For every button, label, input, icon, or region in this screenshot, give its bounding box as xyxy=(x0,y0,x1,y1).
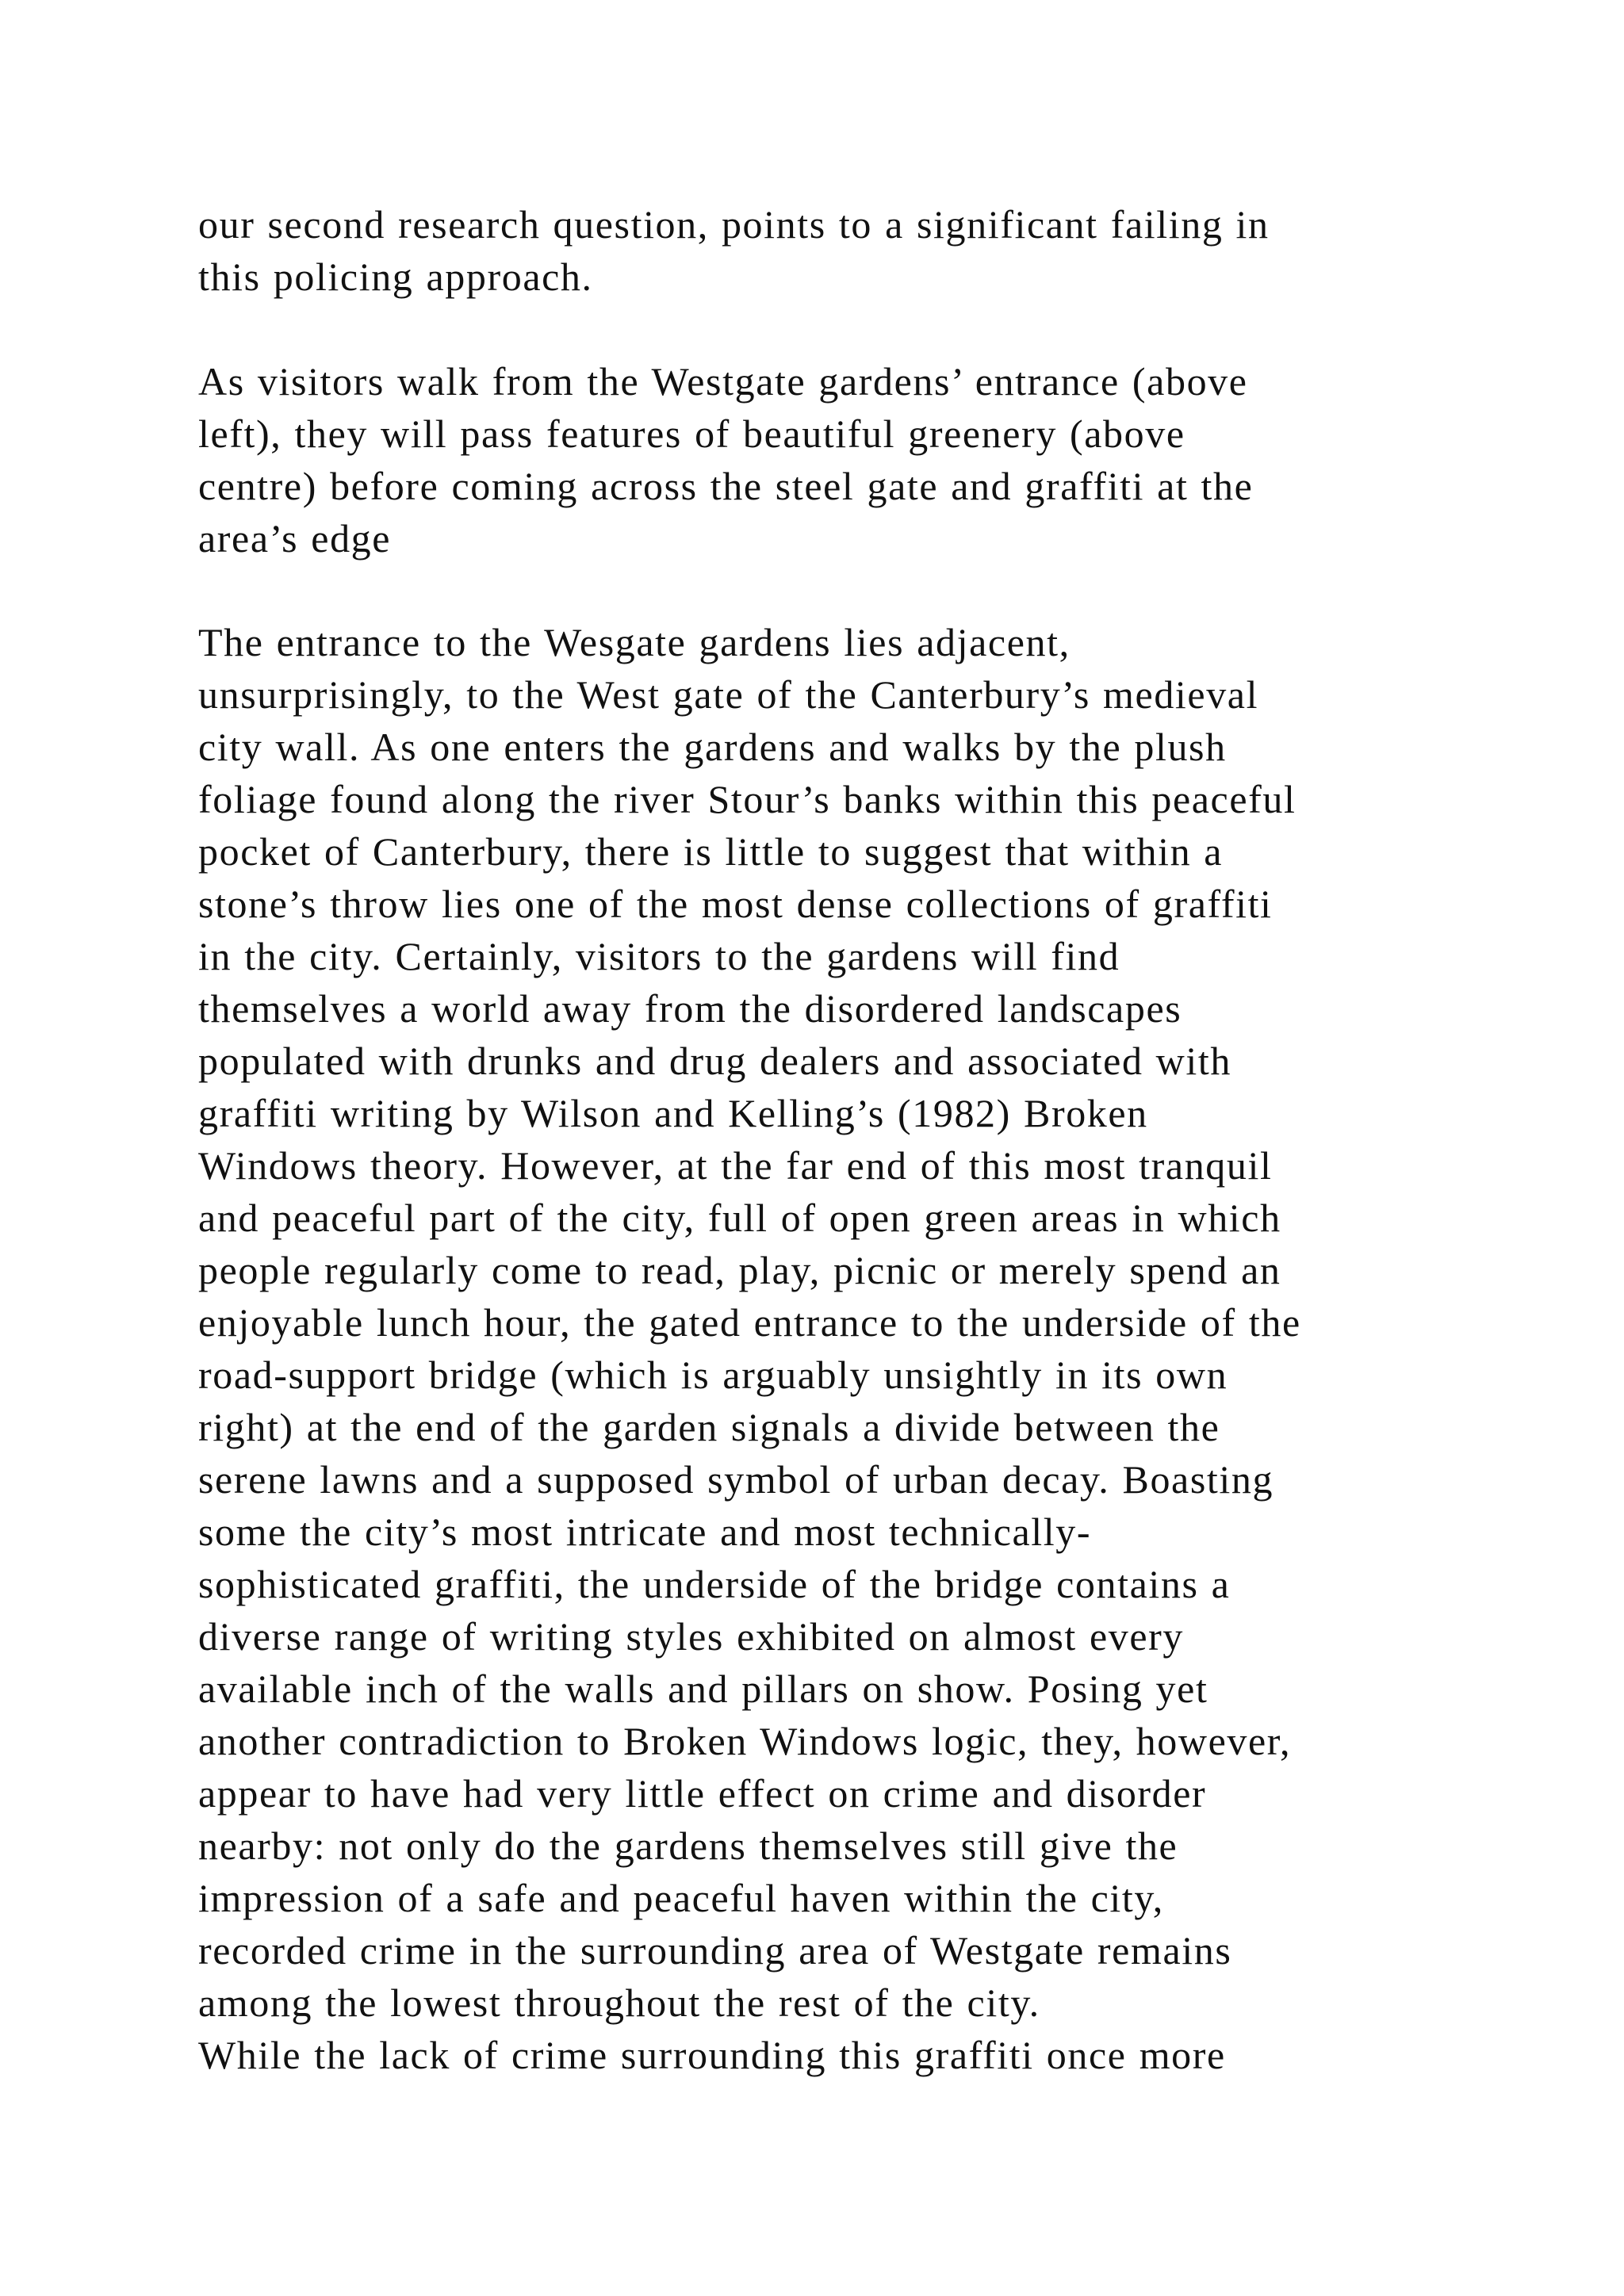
text-line: city wall. As one enters the gardens and walks by the plush xyxy=(198,725,1227,769)
paragraph-2 xyxy=(198,355,1467,564)
text-line: While the lack of crime surrounding this graffiti once more xyxy=(198,2033,1226,2077)
text-line: diverse range of writing styles exhibited on almost every xyxy=(198,1614,1185,1659)
text-line: themselves a world away from the disordered landscapes xyxy=(198,986,1182,1031)
text-line: among the lowest throughout the rest of the city. xyxy=(198,1980,1040,2025)
text-line: foliage found along the river Stour’s banks within this peaceful xyxy=(198,777,1297,821)
text-line: nearby: not only do the gardens themselves still give the xyxy=(198,1823,1178,1868)
text-line: pocket of Canterbury, there is little to suggest that within a xyxy=(198,829,1224,874)
text-line: right) at the end of the garden signals a divide between the xyxy=(198,1405,1220,1449)
text-line: another contradiction to Broken Windows logic, they, however, xyxy=(198,1719,1292,1763)
text-line: centre) before coming across the steel gate and graffiti at the xyxy=(198,464,1254,508)
text-line: stone’s throw lies one of the most dense collections of graffiti xyxy=(198,882,1273,926)
text-line: people regularly come to read, play, picnic or merely spend an xyxy=(198,1248,1281,1292)
text-line: graffiti writing by Wilson and Kelling’s (1982) Broken xyxy=(198,1091,1148,1135)
text-line: our second research question, points to a significant failing in xyxy=(198,202,1270,247)
text-line: sophisticated graffiti, the underside of the bridge contains a xyxy=(198,1562,1231,1606)
text-line: recorded crime in the surrounding area of Westgate remains xyxy=(198,1928,1232,1973)
text-line: some the city’s most intricate and most technically- xyxy=(198,1510,1092,1554)
text-line: area’s edge xyxy=(198,516,392,561)
text-line: unsurprisingly, to the West gate of the Canterbury’s medieval xyxy=(198,672,1259,717)
paragraph-1 xyxy=(198,198,1467,303)
text-line: As visitors walk from the Westgate gardens’ entrance (above xyxy=(198,359,1248,404)
paragraph-3 xyxy=(198,616,1467,2081)
text-line: populated with drunks and drug dealers and associated with xyxy=(198,1039,1231,1083)
text-line: serene lawns and a supposed symbol of urban decay. Boasting xyxy=(198,1457,1274,1502)
text-line: in the city. Certainly, visitors to the gardens will find xyxy=(198,934,1120,978)
text-line: The entrance to the Wesgate gardens lies adjacent, xyxy=(198,620,1071,664)
text-line: impression of a safe and peaceful haven within the city, xyxy=(198,1876,1164,1920)
text-line: enjoyable lunch hour, the gated entrance to the underside of the xyxy=(198,1300,1301,1345)
text-line: Windows theory. However, at the far end of this most tranquil xyxy=(198,1143,1273,1188)
text-line: road-support bridge (which is arguably unsightly in its own xyxy=(198,1353,1228,1397)
text-line: this policing approach. xyxy=(198,254,593,299)
text-line: and peaceful part of the city, full of open green areas in which xyxy=(198,1196,1281,1240)
text-line: available inch of the walls and pillars on show. Posing yet xyxy=(198,1667,1208,1711)
text-line: left), they will pass features of beautiful greenery (above xyxy=(198,411,1185,456)
text-line: appear to have had very little effect on crime and disorder xyxy=(198,1771,1207,1816)
